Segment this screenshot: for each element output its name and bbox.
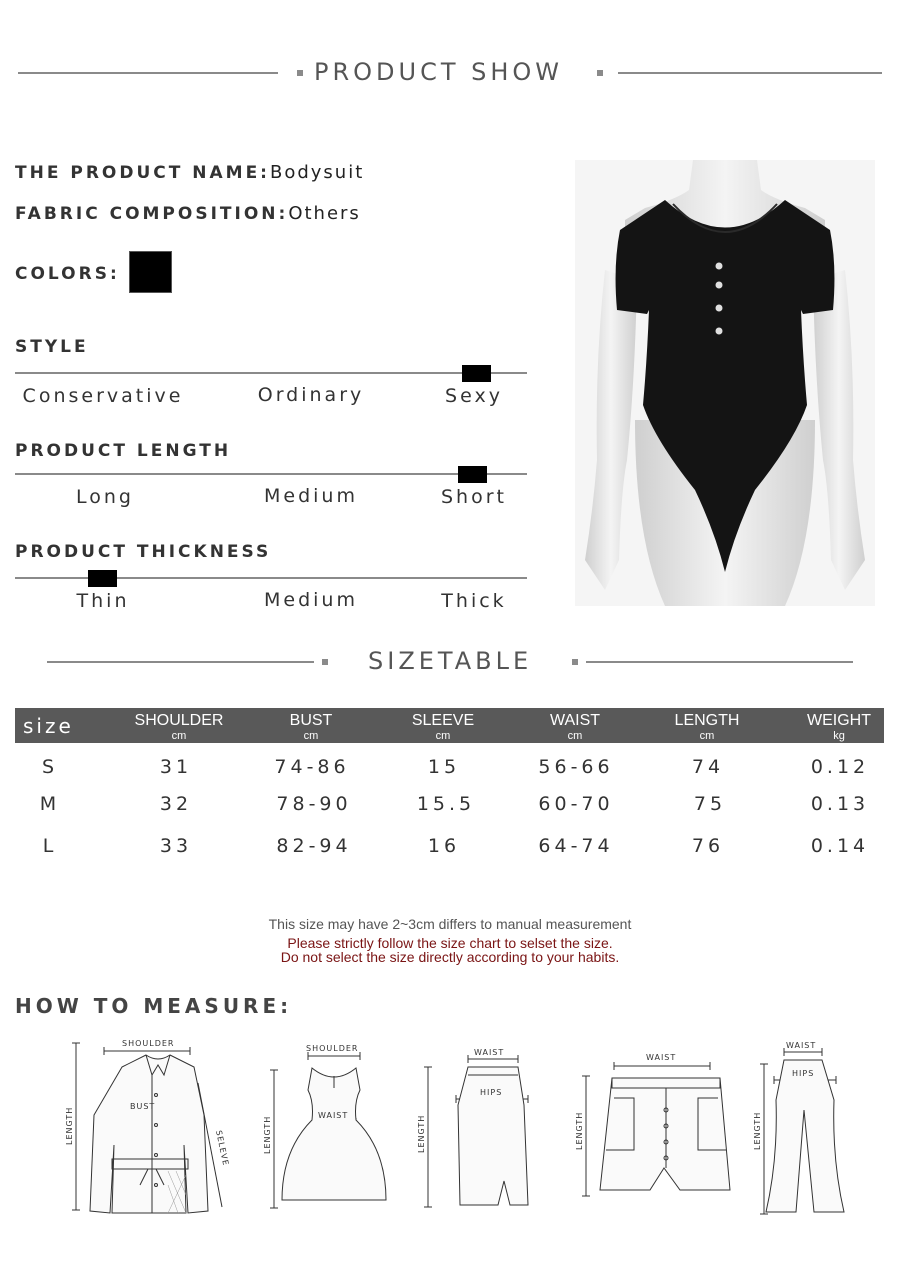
shoulder-cell: 31 <box>159 756 193 778</box>
column-header-waist: WAIST cm <box>549 712 601 742</box>
length-cell: 76 <box>691 835 725 857</box>
skirt-hips-label: HIPS <box>480 1088 503 1097</box>
length-cell: 75 <box>693 793 727 815</box>
table-row <box>0 793 900 821</box>
sizetable-bullet-left <box>322 659 328 665</box>
dress-measure-diagram <box>258 1040 398 1215</box>
pants-length-label: LENGTH <box>753 1111 762 1150</box>
shorts-waist-label: WAIST <box>646 1053 677 1062</box>
header-rule-right <box>618 72 882 74</box>
length-option-long: Long <box>76 486 134 508</box>
length-scale-line <box>15 473 527 475</box>
thickness-option-thick: Thick <box>441 590 507 612</box>
product-name-value: Bodysuit <box>269 162 365 183</box>
pants-measure-diagram <box>750 1040 860 1220</box>
bust-cell: 78-90 <box>276 793 352 815</box>
size-column-header: size <box>23 714 74 738</box>
fabric-value: Others <box>288 203 361 224</box>
fabric-row <box>15 203 361 224</box>
column-header-sleeve: SLEEVE cm <box>411 712 475 742</box>
column-header-shoulder: SHOULDER cm <box>134 712 224 742</box>
size-warning-line1: Please strictly follow the size chart to selset the size. <box>287 935 613 951</box>
jacket-length-label: LENGTH <box>65 1106 74 1145</box>
size-warning-line2: Do not select the size directly according to your habits. <box>280 949 620 965</box>
sizetable-rule-left <box>47 661 314 663</box>
product-name-label: THE PRODUCT NAME: <box>15 163 270 183</box>
style-option-ordinary: Ordinary <box>257 384 365 406</box>
jacket-sleeve-label: SELEVE <box>214 1129 231 1167</box>
length-cell: 74 <box>691 756 725 778</box>
size-table-header <box>15 708 884 743</box>
waist-cell: 64-74 <box>538 835 614 857</box>
shoulder-cell: 33 <box>159 835 193 857</box>
sleeve-cell: 16 <box>427 835 461 857</box>
pants-waist-label: WAIST <box>786 1041 817 1050</box>
style-option-conservative: Conservative <box>22 385 184 407</box>
skirt-waist-label: WAIST <box>474 1048 505 1057</box>
shorts-measure-diagram <box>570 1050 740 1205</box>
thickness-scale-marker <box>88 570 117 587</box>
sleeve-cell: 15.5 <box>416 793 476 815</box>
product-name-row <box>15 162 364 183</box>
length-option-short: Short <box>441 486 507 508</box>
sizetable-title: SIZETABLE <box>368 647 533 675</box>
length-option-medium: Medium <box>264 485 358 507</box>
size-cell: L <box>42 835 54 857</box>
jacket-shoulder-label: SHOULDER <box>122 1039 175 1048</box>
column-header-length: LENGTH cm <box>674 712 740 742</box>
length-scale-marker <box>458 466 487 483</box>
thickness-scale-title: PRODUCT THICKNESS <box>15 542 272 562</box>
size-cell: M <box>39 793 57 815</box>
sizetable-bullet-right <box>572 659 578 665</box>
weight-cell: 0.12 <box>810 756 870 778</box>
jacket-bust-label: BUST <box>130 1102 156 1111</box>
waist-cell: 56-66 <box>538 756 614 778</box>
table-row <box>0 756 900 784</box>
thickness-option-thin: Thin <box>76 590 130 612</box>
colors-row <box>15 264 120 284</box>
skirt-measure-diagram <box>410 1045 540 1215</box>
sizetable-rule-right <box>586 661 853 663</box>
column-header-bust: BUST cm <box>289 712 333 742</box>
header-rule-left <box>18 72 278 74</box>
style-scale-marker <box>462 365 491 382</box>
dress-length-label: LENGTH <box>263 1115 272 1154</box>
fabric-label: FABRIC COMPOSITION: <box>15 204 289 224</box>
style-scale-line <box>15 372 527 374</box>
bust-cell: 82-94 <box>276 835 352 857</box>
header-bullet-right <box>597 70 603 76</box>
shoulder-cell: 32 <box>159 793 193 815</box>
pants-hips-label: HIPS <box>792 1069 815 1078</box>
skirt-length-label: LENGTH <box>417 1114 426 1153</box>
sleeve-cell: 15 <box>427 756 461 778</box>
thickness-option-medium: Medium <box>264 589 358 611</box>
measurement-note: This size may have 2~3cm differs to manual measurement <box>268 916 632 932</box>
color-swatch-black[interactable] <box>129 251 172 293</box>
bust-cell: 74-86 <box>274 756 350 778</box>
how-to-measure-title: HOW TO MEASURE: <box>15 994 293 1018</box>
style-option-sexy: Sexy <box>445 385 503 407</box>
column-header-weight: WEIGHT kg <box>807 712 871 742</box>
product-photo <box>575 160 875 606</box>
weight-cell: 0.14 <box>810 835 870 857</box>
page-title: PRODUCT SHOW <box>314 58 564 86</box>
waist-cell: 60-70 <box>538 793 614 815</box>
style-scale-title: STYLE <box>15 337 89 357</box>
dress-waist-label: WAIST <box>318 1111 349 1120</box>
dress-shoulder-label: SHOULDER <box>306 1044 359 1053</box>
header-bullet-left <box>297 70 303 76</box>
weight-cell: 0.13 <box>810 793 870 815</box>
length-scale-title: PRODUCT LENGTH <box>15 441 232 461</box>
shorts-length-label: LENGTH <box>575 1111 584 1150</box>
jacket-measure-diagram <box>60 1035 240 1225</box>
mannequin-bodysuit-image <box>575 160 875 606</box>
size-cell: S <box>41 756 55 778</box>
table-row <box>0 835 900 863</box>
colors-label: COLORS: <box>15 264 120 284</box>
